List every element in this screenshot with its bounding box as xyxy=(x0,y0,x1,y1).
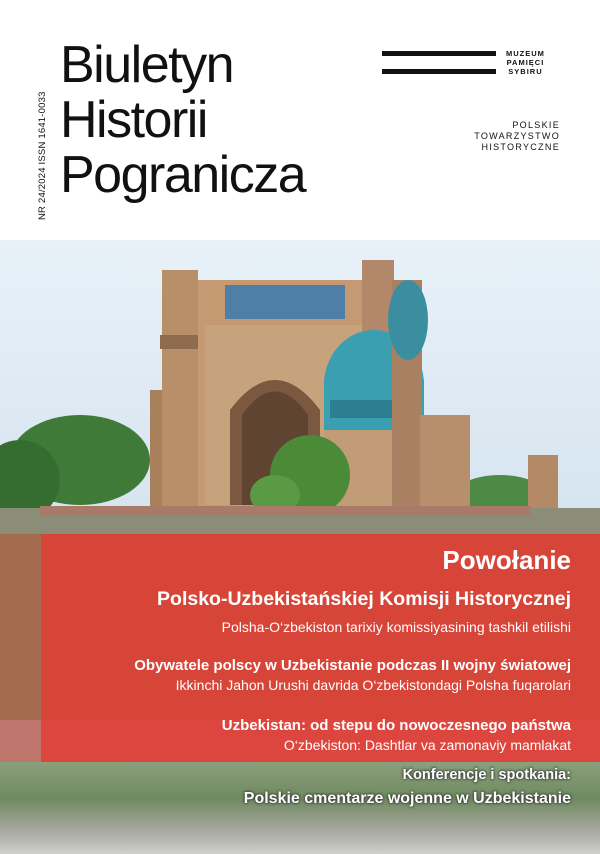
red-panel-edge xyxy=(0,534,41,762)
museum-name-line-2: PAMIĘCI xyxy=(506,58,545,67)
issue-info xyxy=(37,50,51,220)
society-line-2: TOWARZYSTWO xyxy=(474,131,560,141)
article-1-title: Obywatele polscy w Uzbekistanie podczas II wojny światowej xyxy=(134,657,571,674)
logo-bar-bottom xyxy=(382,69,496,74)
issue-number-issn: NR 24/2024 ISSN 1641-0033 xyxy=(37,91,48,220)
article-2-title: Uzbekistan: od stepu do nowoczesnego państwa xyxy=(221,717,571,734)
article-4-title: Polskie cmentarze wojenne w Uzbekistanie xyxy=(243,790,571,807)
title-line-1: Biuletyn xyxy=(60,36,233,94)
logo-bar-top xyxy=(382,51,496,56)
museum-name-line-1: MUZEUM xyxy=(506,49,545,58)
society-name xyxy=(474,120,560,153)
article-1-uzbek: Ikkinchi Jahon Urushi davrida O‘zbekistondagi Polsha fuqarolari xyxy=(175,677,571,693)
society-line-1: POLSKIE xyxy=(512,120,560,130)
article-2-uzbek: O‘zbekiston: Dashtlar va zamonaviy mamlakat xyxy=(283,737,571,753)
title-line-2: Historii xyxy=(60,91,207,149)
headline: Powołanie xyxy=(442,545,571,575)
magazine-title xyxy=(60,38,305,203)
museum-logo xyxy=(382,49,562,85)
museum-name-line-3: SYBIRU xyxy=(508,67,543,76)
society-line-3: HISTORYCZNE xyxy=(481,142,560,152)
article-3-title: Konferencje i spotkania: xyxy=(402,767,571,783)
headline-subtitle: Polsko-Uzbekistańskiej Komisji Historycznej xyxy=(157,588,571,610)
title-line-3: Pogranicza xyxy=(60,146,306,204)
headline-uzbek: Polsha-O‘zbekiston tarixiy komissiyasining tashkil etilishi xyxy=(221,619,571,635)
